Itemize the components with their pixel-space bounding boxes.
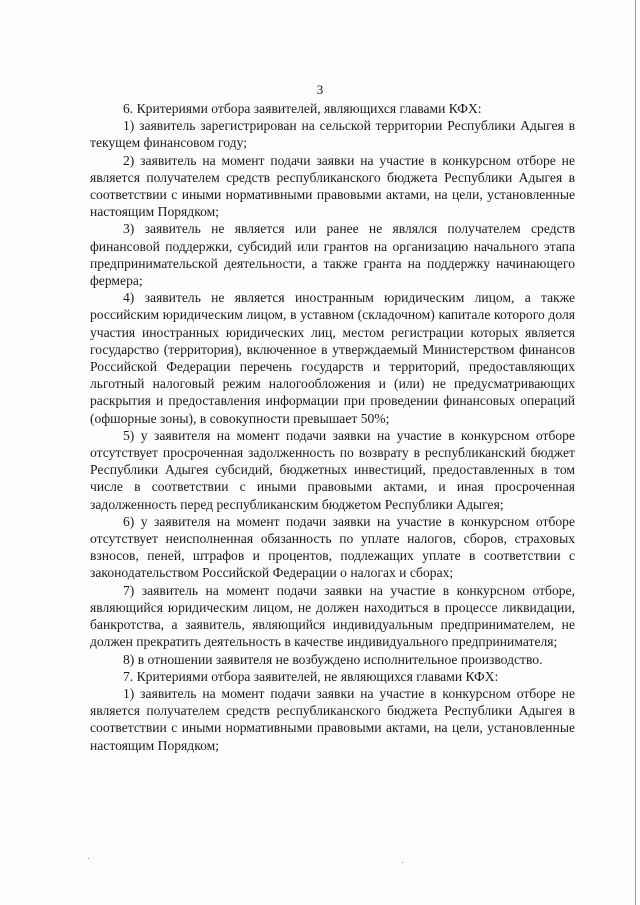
paragraph-criterion-4: 4) заявитель не является иностранным юридическим лицом, а также российским юридическим лицом, в уставном (складочном) капитале которого доля участия иностранных юридических лиц, местом регистрации которых является государство (территория), включенное в утверждаемый Министерством финансов Российской Федерации перечень государств и территорий, предоставляющих льготный налоговый режим налогообложения и (или) не предусматривающих раскрытия и предоставления информации при проведении финансовых операций (офшорные зоны), в совокупности превышает 50%; <box>90 290 575 426</box>
paragraph-criteria-kfh-heading: 6. Критериями отбора заявителей, являющихся главами КФХ: <box>123 101 482 116</box>
paragraph-criterion-1: 1) заявитель зарегистрирован на сельской территории Республики Адыгея в текущем финансовом году; <box>90 118 575 151</box>
paragraph-criterion-2: 2) заявитель на момент подачи заявки на участие в конкурсном отборе не является получателем средств республиканского бюджета Республики Адыгея в соответствии с иными нормативными правовыми актами, на цели, установленные настоящим Порядком; <box>90 152 575 220</box>
paragraph-non-kfh-criterion-1: 1) заявитель на момент подачи заявки на участие в конкурсном отборе не является получателем средств республиканского бюджета Республики Адыгея в соответствии с иными нормативными правовыми актами, на цели, установленные настоящим Порядком; <box>90 685 575 753</box>
scan-speck <box>88 858 89 859</box>
paragraph-criterion-6: 6) у заявителя на момент подачи заявки на участие в конкурсном отборе отсутствует неисполненная обязанность по уплате налогов, сборов, страховых взносов, пеней, штрафов и процентов, подлежащих уплате в соответствии с законодательством Российской Федерации о налогах и сборах; <box>90 513 575 581</box>
page-edge <box>635 0 636 905</box>
scan-speck <box>402 862 403 863</box>
paragraph-criteria-non-kfh-heading: 7. Критериями отбора заявителей, не являющихся главами КФХ: <box>123 668 499 684</box>
paragraph-criterion-3: 3) заявитель не является или ранее не являлся получателем средств финансовой поддержки, субсидий или грантов на организацию начального этапа предпринимательской деятельности, а также гранта на поддержку начинающего фермера; <box>90 221 575 289</box>
paragraph-criterion-7: 7) заявитель на момент подачи заявки на участие в конкурсном отборе, являющийся юридическим лицом, не должен находиться в процессе ликвидации, банкротства, а заявитель, являющийся индивидуальным предпринимателем, не должен прекратить деятельность в качестве индивидуального предпринимателя; <box>90 582 575 650</box>
document-body <box>90 100 575 754</box>
page-number: 3 <box>316 82 324 97</box>
paragraph-criterion-8: 8) в отношении заявителя не возбуждено исполнительное производство. <box>123 651 543 667</box>
paragraph-criterion-5: 5) у заявителя на момент подачи заявки на участие в конкурсном отборе отсутствует просроченная задолженность по возврату в республиканский бюджет Республики Адыгея субсидий, бюджетных инвестиций, предоставленных в том числе в соответствии с иными правовыми актами, и иная просроченная задолженность перед республиканским бюджетом Республики Адыгея; <box>90 427 575 512</box>
